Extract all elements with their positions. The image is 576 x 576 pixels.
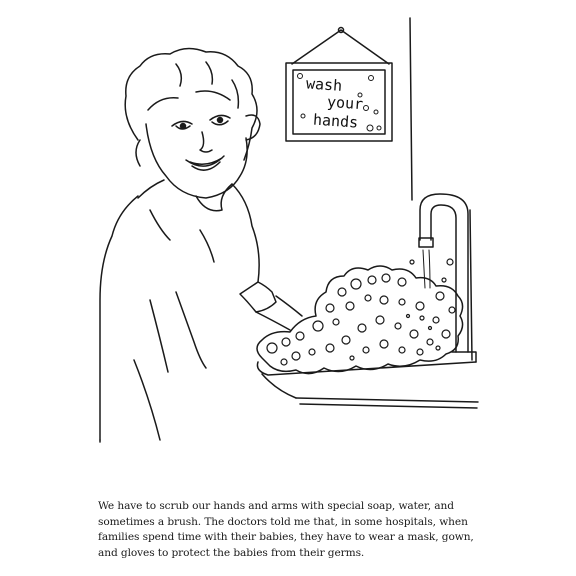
wall-corner-line: [410, 18, 412, 200]
water-stream: [423, 250, 430, 288]
child-body-lower: [100, 360, 160, 442]
sink-front: [262, 374, 296, 398]
child-smile: [186, 156, 224, 170]
faucet: [419, 194, 476, 362]
child-nose: [200, 132, 212, 152]
sign-line-hands: hands: [312, 110, 359, 132]
sign-line-wash: wash: [305, 74, 343, 95]
child-face: [146, 115, 260, 198]
soap-foam-outline: [257, 266, 463, 374]
sign-line-your: your: [326, 92, 364, 114]
child-shirt-body: [100, 184, 259, 440]
caption-line-2: sometimes a brush. The doctors told me that, in some hospitals, when: [98, 515, 468, 528]
child-arm-left: [150, 292, 206, 372]
caption-line-3: families spend time with their babies, they have to wear a mask, gown,: [98, 531, 474, 544]
child-sleeve-right: [240, 282, 276, 312]
sink-rim-top: [257, 362, 476, 375]
wall-edge-line: [470, 210, 472, 360]
caption-line-1: We have to scrub our hands and arms with special soap, water, and: [98, 500, 454, 512]
caption-line-4: and gloves to protect the babies from their germs.: [98, 546, 365, 559]
soap-bubbles: [267, 259, 455, 365]
sink-countertop-edge: [300, 404, 477, 408]
sign-string: [292, 30, 389, 64]
child-hair: [125, 48, 257, 166]
child-arm-right: [256, 296, 302, 330]
child-eyes: [172, 115, 230, 129]
faucet-pipe-outer: [420, 194, 468, 352]
sink-countertop: [296, 398, 478, 402]
child-shirt-chest: [150, 210, 214, 262]
wash-your-hands-sign: [286, 28, 392, 142]
caption-text: [98, 499, 498, 561]
